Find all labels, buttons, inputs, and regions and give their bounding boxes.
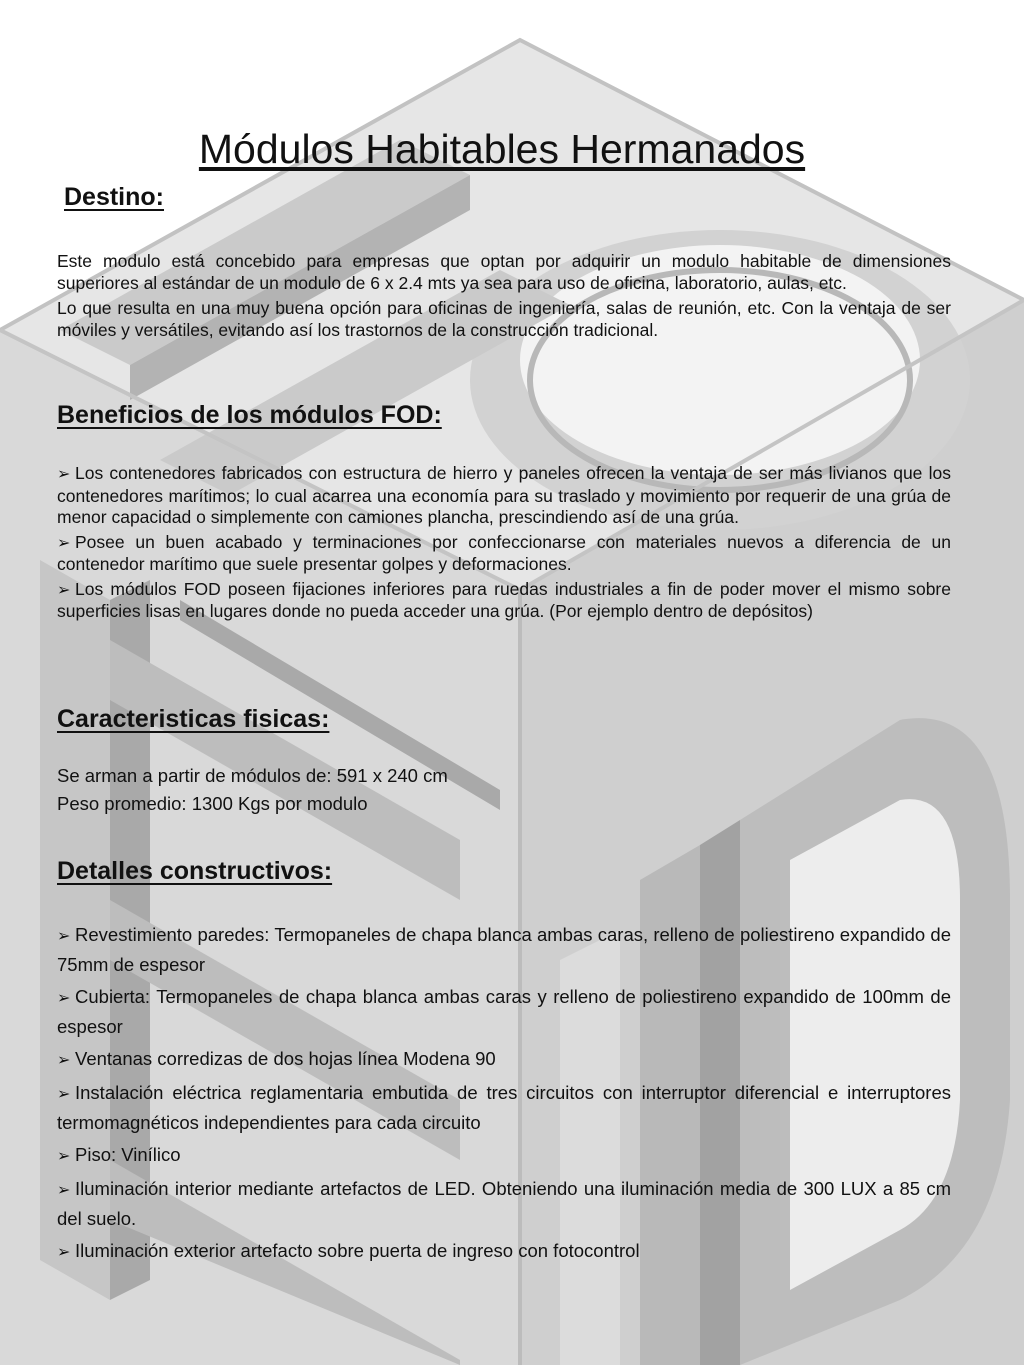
list-item <box>57 532 951 576</box>
caracteristicas-line: Peso promedio: 1300 Kgs por modulo <box>57 793 368 814</box>
caracteristicas-line: Se arman a partir de módulos de: 591 x 240 cm <box>57 765 448 786</box>
beneficios-list <box>57 463 951 623</box>
beneficios-heading: Beneficios de los módulos FOD: <box>57 401 442 429</box>
arrow-bullet-icon: ➢ <box>57 466 71 483</box>
destino-paragraph: Lo que resulta en una muy buena opción para oficinas de ingeniería, salas de reunión, etc. Con la ventaja de ser móviles y versátiles, evitando así los trastornos de la construcción tradicional. <box>57 298 951 340</box>
arrow-bullet-icon: ➢ <box>57 534 71 552</box>
list-item <box>57 1045 951 1075</box>
list-item <box>57 579 951 623</box>
arrow-bullet-icon: ➢ <box>57 928 71 945</box>
list-item-text: Los contenedores fabricados con estructura de hierro y paneles ofrecen la ventaja de ser más livianos que los contenedores marítimos; lo cual acarrea una economía para su traslado y movimiento por requerir de una grúa de menor capacidad o simplemente con camiones plancha, prescindiendo así de una grúa. <box>57 463 951 527</box>
list-item <box>57 1175 951 1233</box>
list-item <box>57 1079 951 1137</box>
arrow-bullet-icon: ➢ <box>57 1244 71 1261</box>
list-item <box>57 1141 951 1171</box>
detalles-list <box>57 921 951 1267</box>
list-item-text: Cubierta: Termopaneles de chapa blanca ambas caras y relleno de poliestireno expandido de 100mm de espesor <box>57 986 951 1037</box>
destino-heading: Destino: <box>64 183 164 211</box>
list-item-text: Piso: Vinílico <box>75 1144 181 1165</box>
arrow-bullet-icon: ➢ <box>57 1086 71 1103</box>
detalles-heading: Detalles constructivos: <box>57 857 333 885</box>
list-item-text: Los módulos FOD poseen fijaciones inferiores para ruedas industriales a fin de poder mover el mismo sobre superficies lisas en lugares donde no pueda acceder una grúa. (Por ejemplo dentro de depósitos) <box>57 578 951 621</box>
list-item-text: Iluminación interior mediante artefactos de LED. Obteniendo una iluminación media de 300 LUX a 85 cm del suelo. <box>57 1178 951 1229</box>
arrow-bullet-icon: ➢ <box>57 1052 71 1069</box>
list-item-text: Iluminación exterior artefacto sobre puerta de ingreso con fotocontrol <box>75 1240 640 1261</box>
list-item-text: Instalación eléctrica reglamentaria embutida de tres circuitos con interruptor diferencial e interruptores termomagnéticos independientes para cada circuito <box>57 1082 951 1133</box>
list-item-text: Revestimiento paredes: Termopaneles de chapa blanca ambas caras, relleno de poliestireno expandido de 75mm de espesor <box>57 924 951 975</box>
arrow-bullet-icon: ➢ <box>57 581 71 599</box>
list-item <box>57 921 951 979</box>
destino-paragraph: Este modulo está concebido para empresas que optan por adquirir un modulo habitable de dimensiones superiores al estándar de un modulo de 6 x 2.4 mts ya sea para uso de oficina, laboratorio, aulas, etc. <box>57 251 951 293</box>
arrow-bullet-icon: ➢ <box>57 990 71 1007</box>
page-title: Módulos Habitables Hermanados <box>198 126 806 173</box>
destino-section <box>57 251 951 341</box>
list-item <box>57 463 951 529</box>
list-item-text: Ventanas corredizas de dos hojas línea Modena 90 <box>75 1048 496 1069</box>
list-item-text: Posee un buen acabado y terminaciones por confeccionarse con materiales nuevos a diferencia de un contenedor marítimo que suele presentar golpes y deformaciones. <box>57 531 951 574</box>
arrow-bullet-icon: ➢ <box>57 1148 71 1165</box>
caracteristicas-heading: Caracteristicas fisicas: <box>57 705 330 733</box>
caracteristicas-section <box>57 762 951 818</box>
list-item <box>57 983 951 1041</box>
arrow-bullet-icon: ➢ <box>57 1182 71 1199</box>
list-item <box>57 1237 951 1267</box>
